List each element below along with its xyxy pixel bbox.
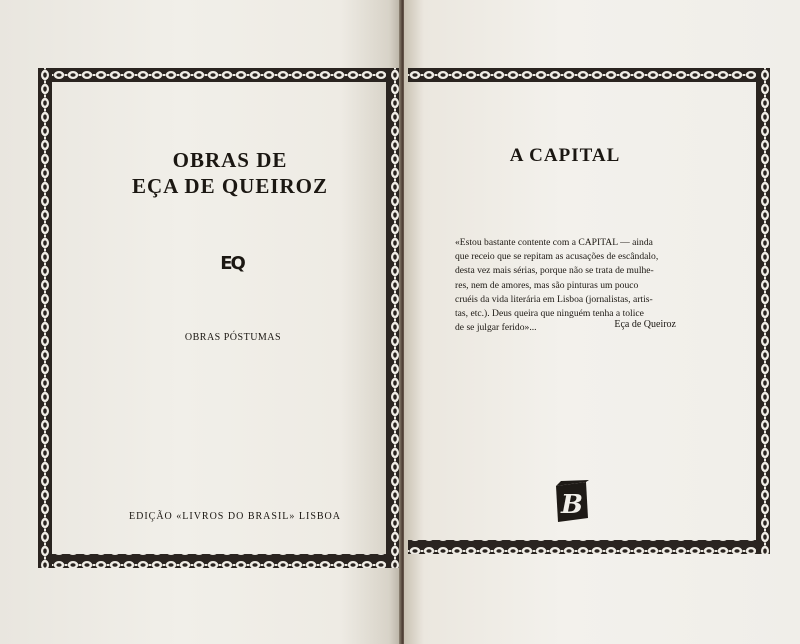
book-title: A CAPITAL: [509, 145, 621, 166]
quote-line: «Estou bastante contente com a CAPITAL — ainda: [455, 237, 653, 248]
quote-line: que receio que se repitam as acusações de escândalo,: [455, 251, 659, 263]
quote-line: desta vez mais sérias, porque não se trata de mulhe-: [455, 265, 654, 277]
collection-subtitle: OBRAS PÓSTUMAS: [184, 332, 282, 343]
title-line-1: OBRAS DE: [172, 148, 288, 172]
eq-monogram-icon: EQ: [220, 253, 244, 274]
quote-author: Eça de Queiroz: [614, 319, 676, 330]
livros-do-brasil-logo-icon: [553, 480, 591, 524]
publisher-logo-letter: B: [561, 490, 583, 520]
quote-line: res, nem de amores, mas são pinturas um pouco: [455, 279, 639, 291]
edition-imprint: EDIÇÃO «LIVROS DO BRASIL» LISBOA: [128, 511, 341, 522]
quote-line: de se julgar ferido»...: [455, 322, 537, 334]
title-line-2: EÇA DE QUEIROZ: [131, 174, 329, 198]
quote-line: tas, etc.). Deus queira que ninguém tenha a tolice: [455, 308, 644, 320]
left-ornamental-border: [38, 68, 400, 568]
quote-line: cruéis da vida literária em Lisboa (jornalistas, artis-: [455, 293, 653, 305]
collection-title: [120, 147, 340, 199]
